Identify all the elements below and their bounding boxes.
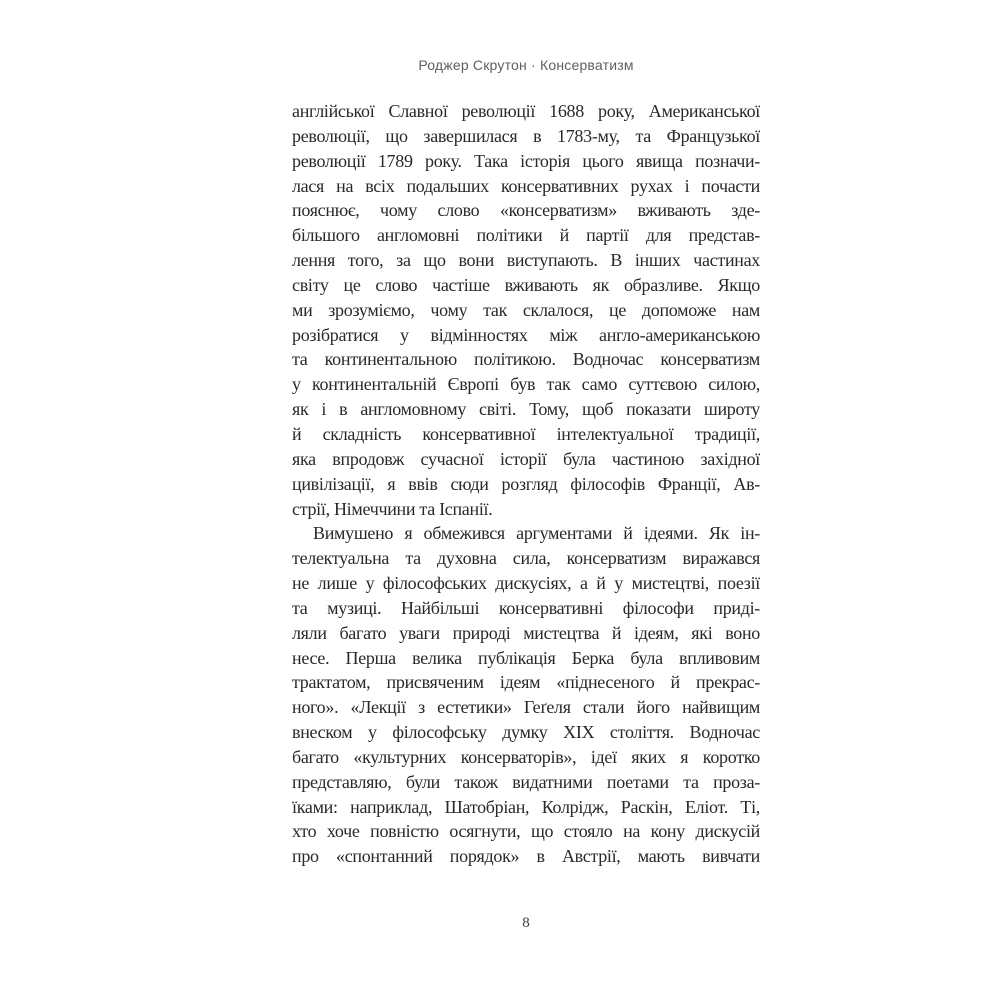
text-line: ляли багато уваги природі мистецтва й ідеям, які воно xyxy=(292,622,760,643)
text-line: пояснює, чому слово «консерватизм» вживають зде- xyxy=(292,200,760,221)
text-column xyxy=(292,99,760,869)
text-line: розібратися у відмінностях між англо-американською xyxy=(292,324,760,345)
text-line: багато «культурних консерваторів», ідеї яких я коротко xyxy=(292,746,760,767)
page-number: 8 xyxy=(522,915,530,931)
text-line: й складність консервативної інтелектуальної традиції, xyxy=(292,423,760,444)
text-line: світу це слово частіше вживають як образливе. Якщо xyxy=(292,274,760,295)
text-line: яка впродовж сучасної історії була частиною західної xyxy=(292,448,760,469)
text-line: лася на всіх подальших консервативних рухах і почасти xyxy=(292,175,760,196)
text-line: та континентальною політикою. Водночас консерватизм xyxy=(292,349,760,370)
text-line: революції 1789 року. Така історія цього явища позначи- xyxy=(292,150,760,171)
text-line: революції, що завершилася в 1783-му, та Французької xyxy=(292,125,760,146)
text-line: внеском у філософську думку XIX століття. Водночас xyxy=(292,722,760,743)
text-line: Вимушено я обмежився аргументами й ідеями. Як ін- xyxy=(313,523,760,544)
running-header: Роджер Скрутон · Консерватизм xyxy=(418,57,634,73)
text-line: про «спонтанний порядок» в Австрії, мають вивчати xyxy=(292,846,760,867)
text-line: не лише у філософських дискусіях, а й у мистецтві, поезії xyxy=(292,573,760,594)
text-line: ного». «Лекції з естетики» Геґеля стали його найвищим xyxy=(292,697,760,718)
text-line: як і в англомовному світі. Тому, щоб показати широту xyxy=(292,399,760,420)
text-line: несе. Перша велика публікація Берка була впливовим xyxy=(292,647,760,668)
text-line: хто хоче повністю осягнути, що стояло на кону дискусій xyxy=(292,821,760,842)
text-line: телектуальна та духовна сила, консерватизм виражався xyxy=(292,548,760,569)
text-line: більшого англомовні політики й партії для представ- xyxy=(292,225,760,246)
text-line: представляю, були також видатними поетами та проза- xyxy=(292,771,760,792)
text-line: у континентальній Європі був так само суттєвою силою, xyxy=(292,374,760,395)
text-line: англійської Славної революції 1688 року, Американської xyxy=(292,101,760,121)
text-line: ми зрозуміємо, чому так склалося, це допоможе нам xyxy=(292,299,760,320)
text-line: та музиці. Найбільші консервативні філософи приді- xyxy=(292,597,760,618)
text-line: цивілізації, я ввів сюди розгляд філософів Франції, Ав- xyxy=(292,473,760,494)
text-line: трактатом, присвяченим ідеям «піднесеного й прекрас- xyxy=(292,672,760,693)
text-line: їками: наприклад, Шатобріан, Колрідж, Раскін, Еліот. Ті, xyxy=(292,796,760,817)
text-line: лення того, за що вони виступають. В інших частинах xyxy=(292,250,760,271)
text-line: стрії, Німеччини та Іспанії. xyxy=(292,498,493,519)
